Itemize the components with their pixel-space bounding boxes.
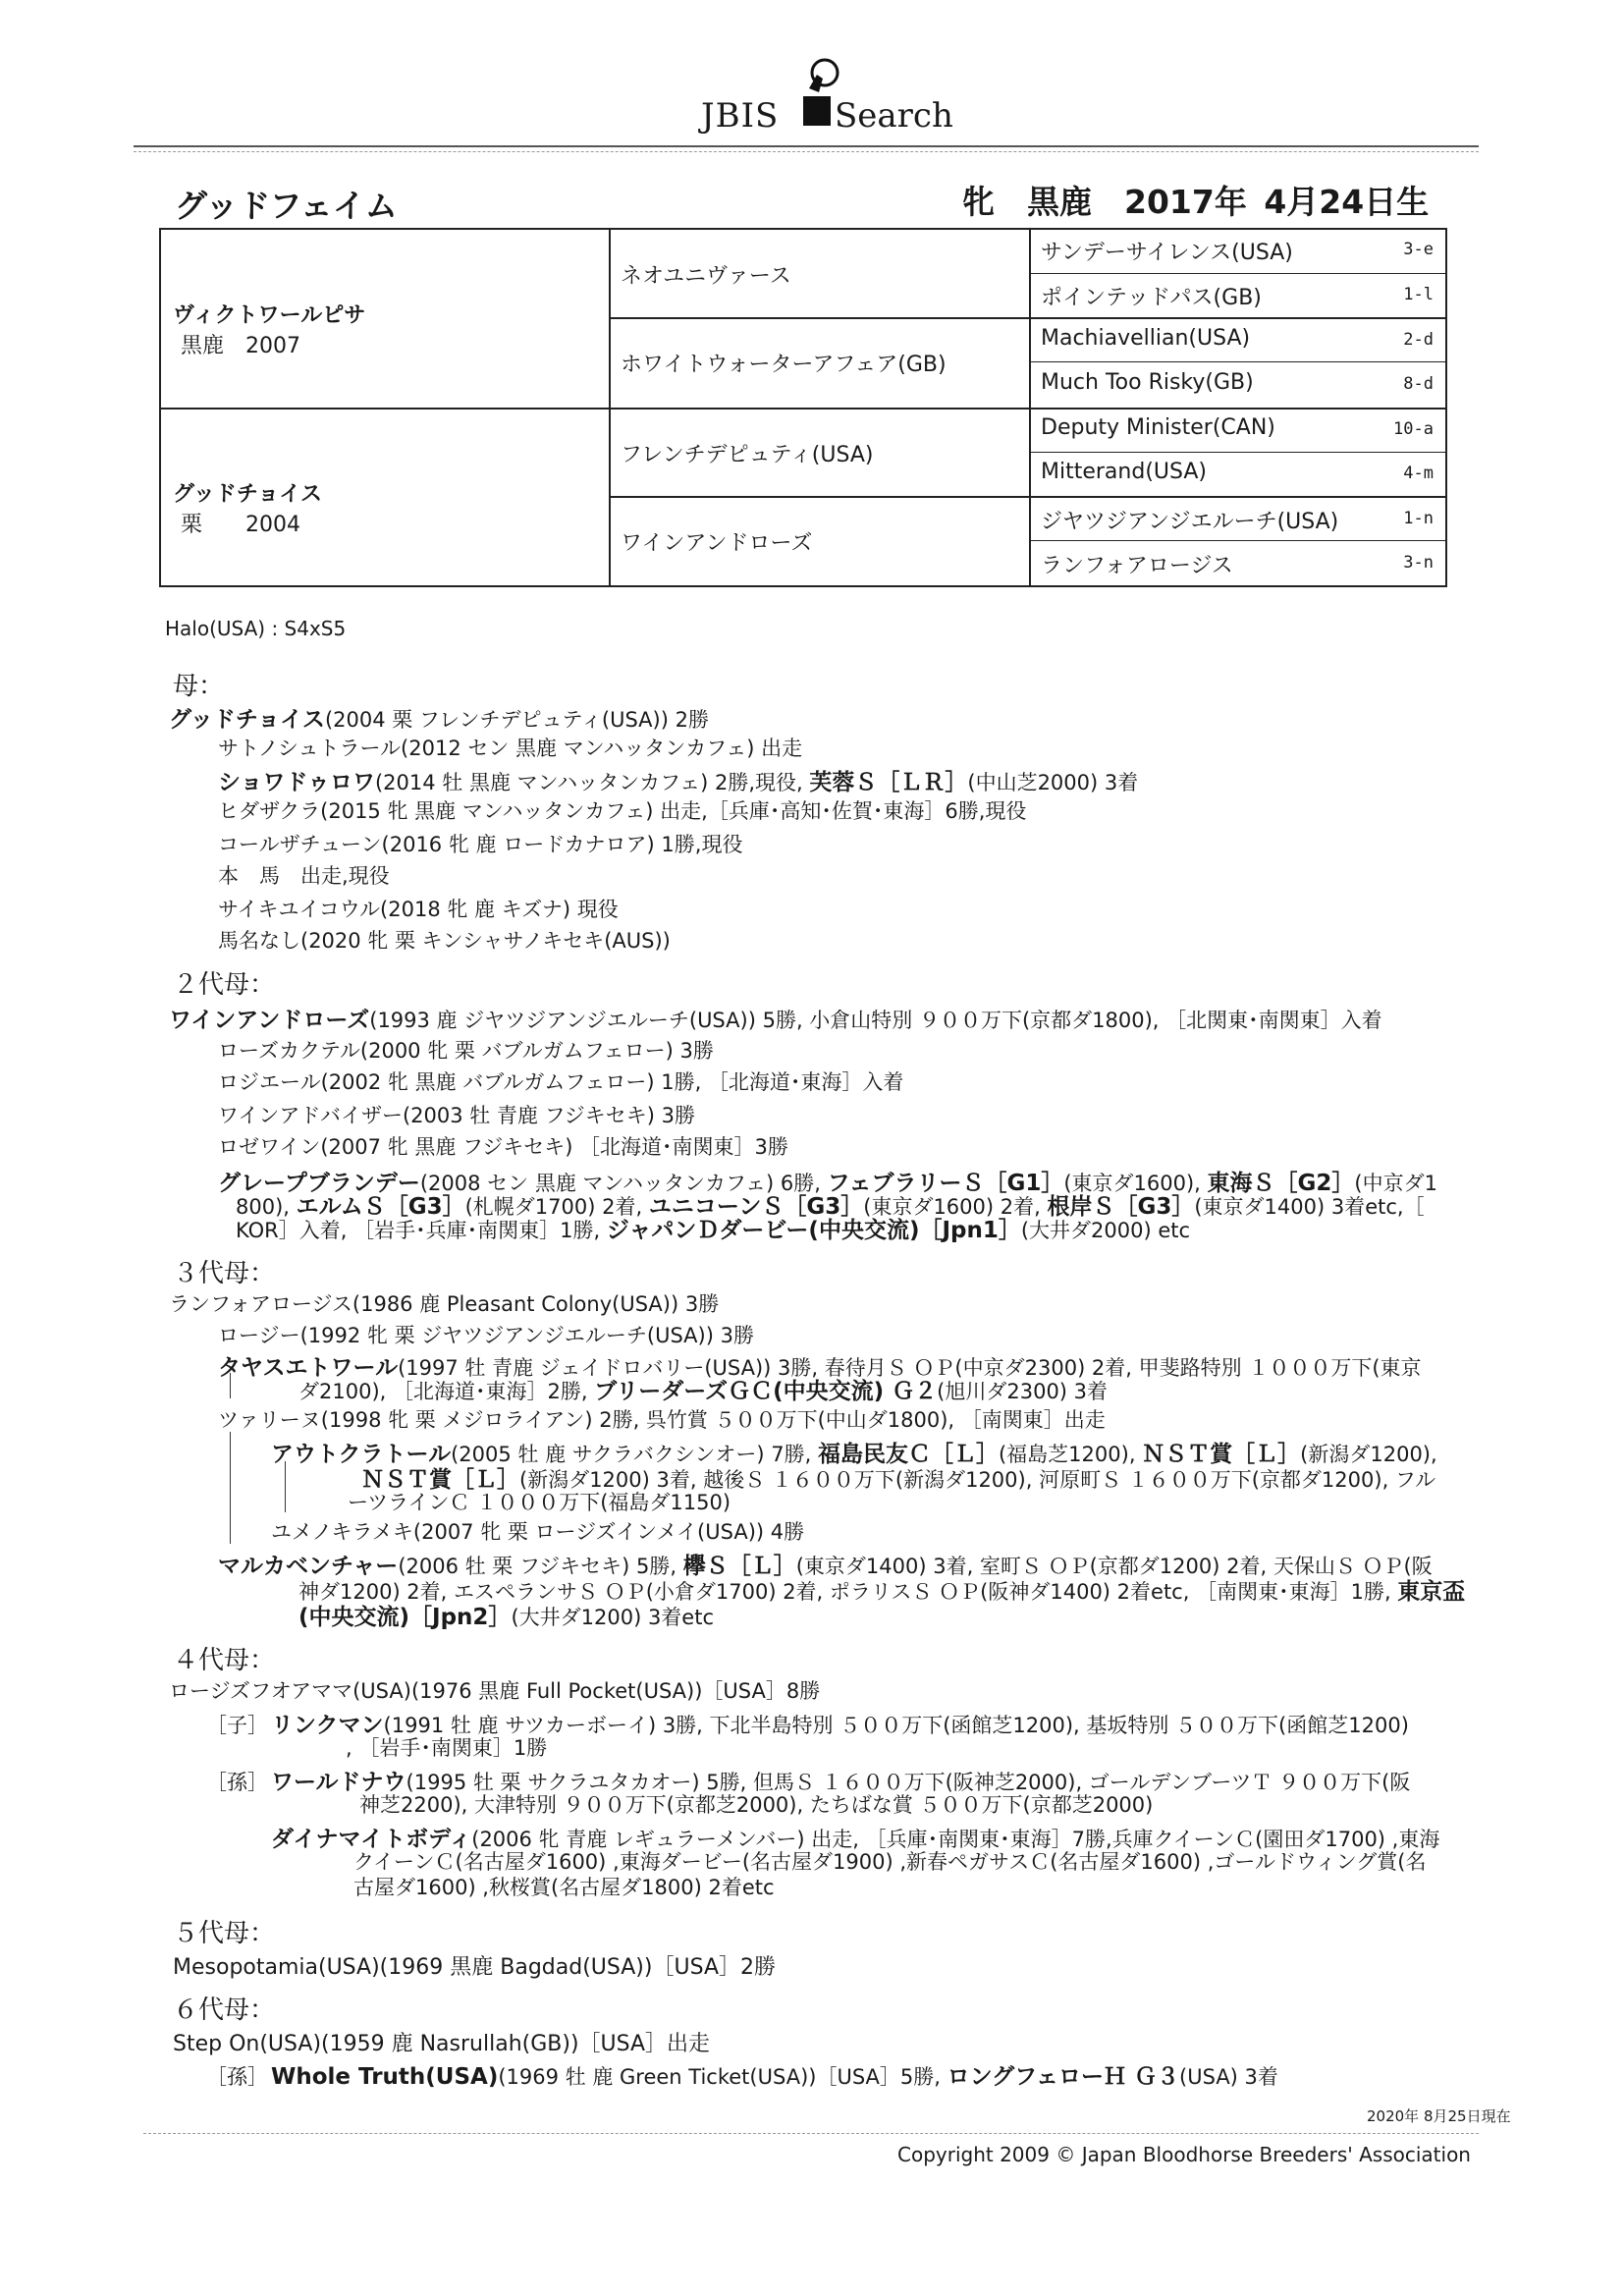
horse-bold: ショワドゥロワ [218,770,375,795]
gen3-cell [1041,415,1443,440]
section-heading-dam: 母： [173,672,225,701]
family-line [298,1599,714,1631]
tree-connector [230,1373,231,1398]
sire-cell [173,299,365,359]
as-of-date: 2020年 8月25日現在 [1367,2107,1511,2125]
gen3-name: Much Too Risky(GB) [1041,370,1254,395]
line-text: (新潟ダ1200) 3着, 越後Ｓ １６００万下(新潟ダ1200), 河原町Ｓ １６００万下(京都ダ1200), フル [519,1468,1436,1492]
family-line: ローズカクテル(2000 牝 栗 バブルガムフェロー) 3勝 [218,1039,714,1063]
family-number: 1-l [1403,285,1434,304]
gen3-cell [1041,281,1443,311]
family-line [218,764,1138,796]
line-text: 800), [236,1195,297,1219]
line-text: (1991 牡 鹿 サツカーボーイ) 3勝, 下北半島特別 ５００万下(函館芝1200), 基坂特別 ５００万下(函館芝1200) [383,1714,1409,1737]
line-text: (東京ダ1600), [1063,1172,1208,1195]
family-line [298,1373,1108,1405]
header-divider [134,145,1479,147]
horse-bold: マルカベンチャー [218,1554,399,1579]
dam-detail: 栗 2004 [181,513,300,537]
family-line: ワインアドバイザー(2003 牡 青鹿 フジキセキ) 3勝 [218,1104,695,1127]
dam-cell [173,477,322,538]
family-line: サトノシュトラール(2012 セン 黒鹿 マンハッタンカフェ) 出走 [218,737,803,760]
family-number: 2-d [1403,330,1434,350]
gen2-cell: ネオユニヴァース [621,264,791,289]
table-divider [1029,540,1445,541]
table-divider [609,496,1445,498]
relation-tag: ［子］ [206,1714,268,1737]
sire-name: ヴィクトワールピサ [173,303,366,328]
gen2-cell: フレンチデピュティ(USA) [621,443,874,467]
section-heading-5th-dam: ５代母： [173,1919,276,1948]
line-text: (2008 セン 黒鹿 マンハッタンカフェ) 6勝, [419,1172,828,1195]
section-heading-6th-dam: ６代母： [173,1995,276,2025]
header-divider-dashed [134,151,1479,152]
gen3-cell [1041,236,1443,266]
race-bold: フェブラリーＳ［G1］ [827,1171,1064,1196]
gen3-name: サンデーサイレンス(USA) [1041,241,1293,265]
line-text: (大井ダ1200) 3着etc [511,1606,715,1629]
family-line: コールザチューン(2016 牝 鹿 ロードカナロア) 1勝,現役 [218,833,743,856]
section-heading-4th-dam: ４代母： [173,1646,276,1675]
line-text: (福島芝1200), [998,1443,1143,1466]
horse-bold: ダイナマイトボディ [271,1827,472,1852]
section-heading-2nd-dam: ２代母： [173,970,276,1000]
family-line: 本 馬 出走,現役 [218,864,390,888]
inbreeding-note: Halo(USA) : S4xS5 [165,617,347,640]
horse-bold: アウトクラトール [271,1442,452,1467]
gen3-name: ポインテッドパス(GB) [1041,286,1262,310]
line-text: (2006 牝 青鹿 レギュラーメンバー) 出走, ［兵庫･南関東･東海］7勝,兵庫クイーンＣ(園田ダ1700) ,東海 [471,1828,1440,1851]
race-bold: 東海Ｓ［G2］ [1207,1171,1355,1196]
horse-sex-color-birth: 牝 黒鹿 2017年 4月24日生 [962,183,1430,221]
race-bold: ロングフェローＨ Ｇ３ [947,2064,1180,2090]
gen3-name: ランフォアロージス [1041,554,1233,578]
family-line [169,1002,1382,1034]
horse-bold: ワールドナウ [271,1770,406,1795]
line-text: (2006 牡 栗 フジキセキ) 5勝, [398,1555,683,1578]
family-line: ロージー(1992 牝 栗 ジヤツジアンジエルーチ(USA)) 3勝 [218,1324,754,1347]
line-text: (中山芝2000) 3着 [967,771,1139,794]
family-line [236,1212,1190,1244]
line-text: (2004 栗 フレンチデピュティ(USA)) 2勝 [324,708,709,732]
horse-bold: リンクマン [271,1713,384,1738]
horse-name: グッドフェイム [175,187,398,225]
family-line: ツァリーヌ(1998 牝 栗 メジロライアン) 2勝, 呉竹賞 ５００万下(中山ダ1800), ［南関東］出走 [218,1408,1106,1432]
family-number: 3-e [1403,240,1434,259]
table-divider [1029,361,1445,362]
race-bold: 欅Ｓ［Ｌ］ [682,1554,796,1579]
line-text: (札幌ダ1700) 2着, [464,1195,649,1219]
horse-bold: タヤスエトワール [218,1355,399,1381]
family-number: 3-n [1403,553,1434,573]
family-line: ランフォアロージス(1986 鹿 Pleasant Colony(USA)) 3勝 [169,1292,720,1316]
line-text: (1997 牡 青鹿 ジェイドロバリー(USA)) 3勝, 春待月Ｓ ＯＰ(中京ダ2300) 2着, 甲斐路特別 １０００万下(東京 [398,1356,1422,1380]
gen3-cell [1041,326,1443,351]
footer-divider [143,2133,1479,2134]
gen3-cell [1041,505,1443,535]
line-text: (東京ダ1600) 2着, [863,1195,1048,1219]
family-number: 1-n [1403,509,1434,528]
family-line: 馬名なし(2020 牝 栗 キンシャサノキセキ(AUS)) [218,929,671,953]
tree-connector [230,1432,231,1544]
gen3-name: Deputy Minister(CAN) [1041,415,1275,440]
race-bold: ブリーダーズＧＣ(中央交流) Ｇ２ [594,1379,938,1404]
line-text: (USA) 3着 [1179,2065,1278,2089]
race-bold: ジャパンＤダービー(中央交流)［Jpn1］ [606,1218,1021,1243]
line-text: (1993 鹿 ジヤツジアンジエルーチ(USA)) 5勝, 小倉山特別 ９００万下(京都ダ1800), ［北関東･南関東］入着 [369,1009,1382,1032]
line-text: KOR］入着, ［岩手･兵庫･南関東］1勝, [236,1219,607,1242]
gen2-cell: ホワイトウォーターアフェア(GB) [621,353,947,377]
line-text: (大井ダ2000) etc [1020,1219,1191,1242]
race-bold: ＮＳＴ賞［Ｌ］ [361,1467,519,1493]
dam-name: グッドチョイス [173,482,323,507]
race-bold: ＮＳＴ賞［Ｌ］ [1142,1442,1301,1467]
line-text: (1995 牡 栗 サクラユタカオー) 5勝, 但馬Ｓ １６００万下(阪神芝2000), ゴールデンブーツＴ ９００万下(阪 [406,1771,1411,1794]
table-divider [609,317,1445,319]
family-line: ユメノキラメキ(2007 牝 栗 ロージズインメイ(USA)) 4勝 [271,1520,805,1544]
line-text: (2014 牡 黒鹿 マンハッタンカフェ) 2勝,現役, [374,771,810,794]
line-text: (東京ダ1400) 3着etc,［ [1194,1195,1425,1219]
family-line [206,2058,1278,2091]
family-line: , ［岩手･南関東］1勝 [346,1736,548,1760]
race-bold: 芙蓉Ｓ［ＬＲ］ [809,770,968,795]
line-text: 神ダ1200) 2着, エスペランサＳ ＯＰ(小倉ダ1700) 2着, ポラリスＳ ＯＰ(阪神ダ1400) 2着etc, ［南関東･東海］1勝, [298,1580,1398,1604]
family-number: 4-m [1403,464,1434,483]
family-line: 古屋ダ1600) ,秋桜賞(名古屋ダ1800) 2着etc [353,1876,775,1899]
line-text: (1969 牡 鹿 Green Ticket(USA))［USA］5勝, [498,2065,947,2089]
table-divider [161,408,1445,410]
horse-bold: ワインアンドローズ [169,1008,370,1033]
family-line: Step On(USA)(1959 鹿 Nasrullah(GB))［USA］出走 [173,2032,711,2056]
pedigree-table [159,228,1447,587]
line-text: (中京ダ1 [1354,1172,1437,1195]
line-text: (旭川ダ2300) 3着 [937,1380,1109,1403]
family-number: 8-d [1403,374,1434,394]
gen3-cell [1041,549,1443,579]
line-text: (新潟ダ1200), [1300,1443,1437,1466]
gen2-cell: ワインアンドローズ [621,531,813,556]
relation-tag: ［孫］ [206,1771,268,1794]
family-number: 10-a [1393,419,1434,439]
gen3-name: Machiavellian(USA) [1041,326,1251,351]
family-line: 神芝2200), 大津特別 ９００万下(京都芝2000), たちばな賞 ５００万下(京都芝2000) [359,1793,1154,1817]
logo-jbis-text: JBIS [701,96,780,136]
family-line: ロージズフオアママ(USA)(1976 黒鹿 Full Pocket(USA))［USA］8勝 [169,1679,821,1703]
race-bold: (中央交流)［Jpn2］ [298,1605,512,1630]
gen3-name: Mitterand(USA) [1041,460,1208,484]
race-bold: ユニコーンＳ［G3］ [648,1194,864,1220]
table-divider [1029,273,1445,274]
horse-bold: Whole Truth(USA) [271,2064,499,2090]
line-text: (東京ダ1400) 3着, 室町Ｓ ＯＰ(京都ダ1200) 2着, 天保山Ｓ ＯＰ(阪 [795,1555,1433,1578]
table-divider [1029,452,1445,453]
jbis-search-logo[interactable] [701,53,953,137]
family-line: ーツラインＣ １０００万下(福島ダ1150) [348,1491,731,1514]
horse-bold: グッドチョイス [169,707,325,733]
tree-connector [285,1461,286,1512]
logo-search-text: Search [835,96,953,136]
gen3-cell [1041,370,1443,395]
family-line [169,701,709,734]
race-bold: 福島民友Ｃ［Ｌ］ [817,1442,999,1467]
race-bold: 根岸Ｓ［G3］ [1047,1194,1195,1220]
horse-bold: グレープブランデー [218,1171,420,1196]
relation-tag: ［孫］ [206,2065,268,2089]
family-line: ヒダザクラ(2015 牝 黒鹿 マンハッタンカフェ) 出走,［兵庫･高知･佐賀･東海］6勝,現役 [218,799,1027,823]
copyright-notice: Copyright 2009 © Japan Bloodhorse Breeders' Association [897,2143,1471,2166]
family-line: サイキユイコウル(2018 牝 鹿 キズナ) 現役 [218,898,619,921]
gen3-cell [1041,460,1443,484]
line-text: (2005 牡 鹿 サクラバクシンオー) 7勝, [451,1443,818,1466]
race-bold: 東京盃 [1397,1579,1466,1605]
sire-detail: 黒鹿 2007 [181,334,300,358]
family-line: Mesopotamia(USA)(1969 黒鹿 Bagdad(USA))［USA］2勝 [173,1955,776,1980]
line-text: ダ2100), ［北海道･東海］2勝, [298,1380,595,1403]
race-bold: エルムＳ［G3］ [296,1194,465,1220]
family-line: クイーンＣ(名古屋ダ1600) ,東海ダービー(名古屋ダ1900) ,新春ペガサスＣ(名古屋ダ1600) ,ゴールドウィング賞(名 [353,1850,1427,1874]
family-line: ロゼワイン(2007 牝 黒鹿 フジキセキ) ［北海道･南関東］3勝 [218,1135,788,1159]
section-heading-3rd-dam: ３代母： [173,1259,276,1288]
gen3-name: ジヤツジアンジエルーチ(USA) [1041,510,1339,534]
family-line: ロジエール(2002 牝 黒鹿 バブルガムフェロー) 1勝, ［北海道･東海］入着 [218,1070,904,1094]
